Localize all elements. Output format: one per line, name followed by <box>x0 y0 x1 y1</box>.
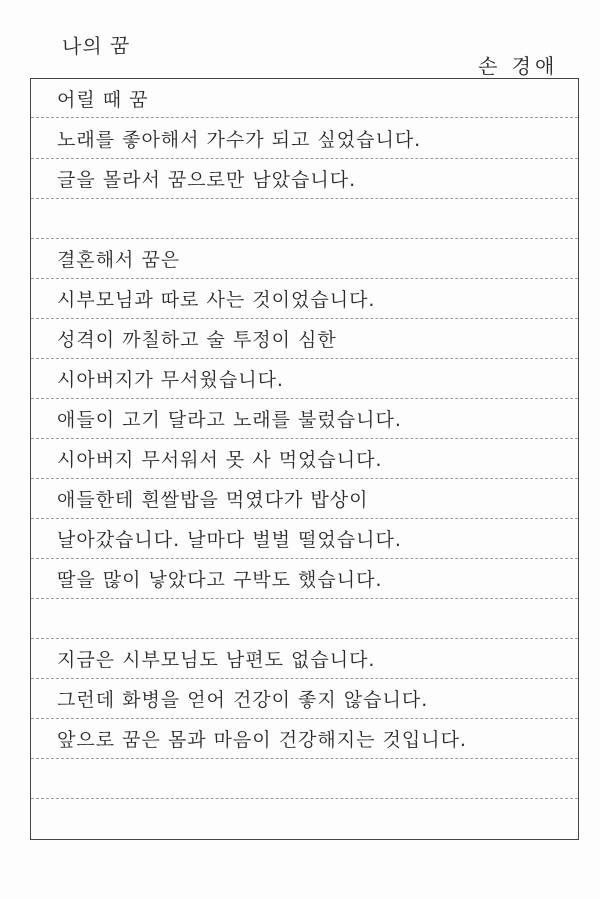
ruled-line <box>31 718 578 719</box>
text-line: 성격이 까칠하고 술 투정이 심한 <box>57 329 337 351</box>
ruled-line <box>31 358 578 359</box>
ruled-line <box>31 758 578 759</box>
text-line: 시아버지 무서워서 못 사 먹었습니다. <box>57 449 383 471</box>
text-line: 딸을 많이 낳았다고 구박도 했습니다. <box>57 569 383 591</box>
ruled-line <box>31 238 578 239</box>
ruled-line <box>31 558 578 559</box>
text-line: 어릴 때 꿈 <box>57 89 149 111</box>
text-line: 시부모님과 따로 사는 것이었습니다. <box>57 289 376 311</box>
ruled-line <box>31 158 578 159</box>
text-line: 앞으로 꿈은 몸과 마음이 건강해지는 것입니다. <box>57 729 467 751</box>
ruled-line <box>31 398 578 399</box>
text-line: 날아갔습니다. 날마다 벌벌 떨었습니다. <box>57 529 402 551</box>
ruled-line <box>31 598 578 599</box>
text-line: 노래를 좋아해서 가수가 되고 싶었습니다. <box>57 129 422 151</box>
ruled-line <box>31 678 578 679</box>
author-name: 손 경애 <box>478 54 559 78</box>
text-line: 애들이 고기 달라고 노래를 불렀습니다. <box>57 409 402 431</box>
text-line: 그런데 화병을 얻어 건강이 좋지 않습니다. <box>57 689 429 711</box>
ruled-line <box>31 318 578 319</box>
ruled-line <box>31 117 578 118</box>
page-title: 나의 꿈 <box>61 33 131 59</box>
ruled-line <box>31 478 578 479</box>
text-line: 결혼해서 꿈은 <box>57 249 181 271</box>
ruled-line <box>31 638 578 639</box>
ruled-line <box>31 518 578 519</box>
text-line: 지금은 시부모님도 남편도 없습니다. <box>57 649 376 671</box>
writing-area <box>30 78 579 840</box>
ruled-line <box>31 278 578 279</box>
text-line: 애들한테 흰쌀밥을 먹였다가 밥상이 <box>57 489 369 511</box>
ruled-line <box>31 438 578 439</box>
text-line: 글을 몰라서 꿈으로만 남았습니다. <box>57 169 357 191</box>
ruled-line <box>31 798 578 799</box>
text-line: 시아버지가 무서웠습니다. <box>57 369 284 391</box>
ruled-line <box>31 198 578 199</box>
